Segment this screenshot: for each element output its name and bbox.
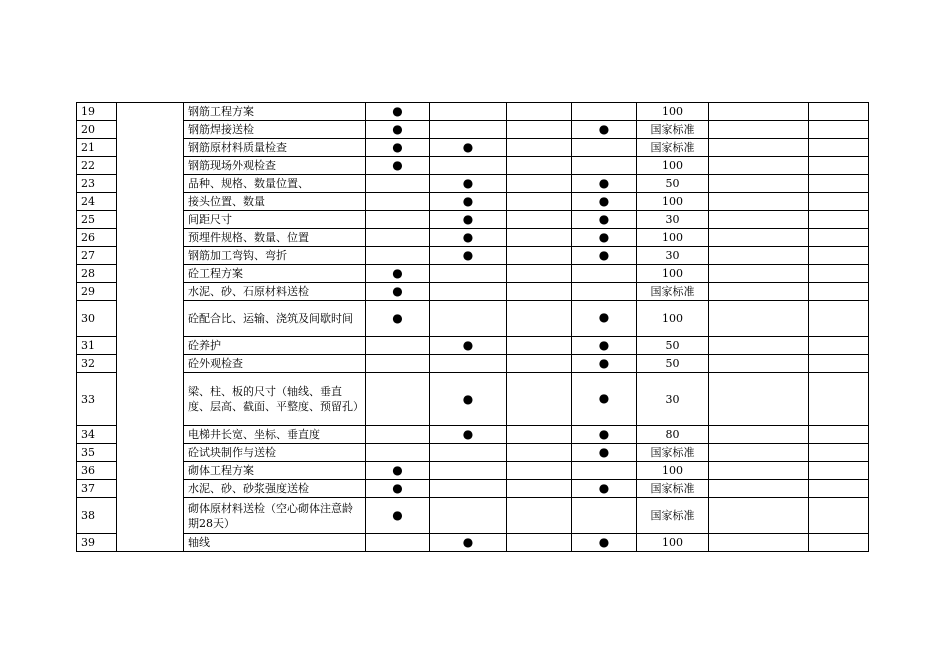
empty-cell xyxy=(709,211,809,229)
inspection-item: 接头位置、数量 xyxy=(184,193,366,211)
check-cell-c1 xyxy=(366,444,430,462)
standard-value: 国家标准 xyxy=(637,283,709,301)
check-cell-c1 xyxy=(366,247,430,265)
empty-cell xyxy=(709,157,809,175)
table-row xyxy=(77,265,869,283)
empty-cell xyxy=(709,301,809,337)
table-row xyxy=(77,426,869,444)
table-row xyxy=(77,211,869,229)
check-cell-c1 xyxy=(366,193,430,211)
check-cell-c3 xyxy=(507,139,572,157)
standard-value: 国家标准 xyxy=(637,139,709,157)
row-number: 24 xyxy=(77,193,117,211)
standard-value: 国家标准 xyxy=(637,121,709,139)
check-cell-c4 xyxy=(572,103,637,121)
row-number: 25 xyxy=(77,211,117,229)
inspection-item: 砼工程方案 xyxy=(184,265,366,283)
table-row xyxy=(77,534,869,552)
standard-value: 50 xyxy=(637,175,709,193)
bullet-mark: ● xyxy=(392,508,403,522)
inspection-item: 轴线 xyxy=(184,534,366,552)
check-cell-c1 xyxy=(366,462,430,480)
check-cell-c2 xyxy=(430,426,507,444)
empty-cell xyxy=(709,265,809,283)
standard-value: 30 xyxy=(637,373,709,426)
check-cell-c3 xyxy=(507,444,572,462)
standard-value: 100 xyxy=(637,462,709,480)
table-row xyxy=(77,480,869,498)
check-cell-c1 xyxy=(366,480,430,498)
check-cell-c2 xyxy=(430,121,507,139)
empty-cell xyxy=(709,139,809,157)
standard-value: 30 xyxy=(637,211,709,229)
bullet-mark: ● xyxy=(462,535,474,549)
check-cell-c2 xyxy=(430,462,507,480)
check-cell-c4 xyxy=(572,157,637,175)
check-cell-c4 xyxy=(572,534,637,552)
check-cell-c1 xyxy=(366,175,430,193)
inspection-item: 砼配合比、运输、浇筑及间歇时间 xyxy=(184,301,366,337)
empty-cell xyxy=(709,534,809,552)
bullet-mark: ● xyxy=(392,104,403,118)
bullet-mark: ● xyxy=(598,230,610,244)
check-cell-c1 xyxy=(366,373,430,426)
row-number: 21 xyxy=(77,139,117,157)
bullet-mark: ● xyxy=(392,122,403,136)
empty-cell xyxy=(709,121,809,139)
check-cell-c1 xyxy=(366,337,430,355)
empty-cell xyxy=(809,157,869,175)
check-cell-c3 xyxy=(507,121,572,139)
row-number: 38 xyxy=(77,498,117,534)
check-cell-c3 xyxy=(507,534,572,552)
bullet-mark: ● xyxy=(392,481,403,495)
bullet-mark: ● xyxy=(392,266,403,280)
standard-value: 国家标准 xyxy=(637,480,709,498)
inspection-table xyxy=(76,102,869,552)
check-cell-c4 xyxy=(572,139,637,157)
row-number: 22 xyxy=(77,157,117,175)
bullet-mark: ● xyxy=(462,391,474,406)
check-cell-c4 xyxy=(572,247,637,265)
check-cell-c2 xyxy=(430,498,507,534)
check-cell-c1 xyxy=(366,157,430,175)
check-cell-c4 xyxy=(572,426,637,444)
empty-cell xyxy=(809,444,869,462)
table-row xyxy=(77,373,869,426)
bullet-mark: ● xyxy=(392,158,403,172)
empty-cell xyxy=(709,444,809,462)
inspection-item: 间距尺寸 xyxy=(184,211,366,229)
standard-value: 80 xyxy=(637,426,709,444)
check-cell-c2 xyxy=(430,265,507,283)
standard-value: 100 xyxy=(637,157,709,175)
bullet-mark: ● xyxy=(598,427,610,441)
check-cell-c4 xyxy=(572,283,637,301)
check-cell-c4 xyxy=(572,175,637,193)
empty-cell xyxy=(809,355,869,373)
empty-cell xyxy=(709,426,809,444)
check-cell-c3 xyxy=(507,480,572,498)
table-row xyxy=(77,444,869,462)
check-cell-c3 xyxy=(507,265,572,283)
table-row xyxy=(77,247,869,265)
empty-cell xyxy=(709,103,809,121)
row-number: 31 xyxy=(77,337,117,355)
bullet-mark: ● xyxy=(392,463,403,477)
inspection-item: 钢筋现场外观检查 xyxy=(184,157,366,175)
inspection-item: 钢筋原材料质量检查 xyxy=(184,139,366,157)
table-row xyxy=(77,355,869,373)
check-cell-c2 xyxy=(430,534,507,552)
bullet-mark: ● xyxy=(598,122,610,136)
check-cell-c1 xyxy=(366,265,430,283)
check-cell-c2 xyxy=(430,301,507,337)
table-row xyxy=(77,175,869,193)
bullet-mark: ● xyxy=(598,356,610,370)
empty-cell xyxy=(809,534,869,552)
empty-cell xyxy=(809,175,869,193)
check-cell-c3 xyxy=(507,337,572,355)
check-cell-c4 xyxy=(572,265,637,283)
bullet-mark: ● xyxy=(598,310,610,324)
empty-cell xyxy=(709,337,809,355)
empty-cell xyxy=(809,103,869,121)
empty-cell xyxy=(809,301,869,337)
bullet-mark: ● xyxy=(462,427,474,441)
check-cell-c1 xyxy=(366,283,430,301)
row-number: 36 xyxy=(77,462,117,480)
standard-value: 100 xyxy=(637,193,709,211)
check-cell-c4 xyxy=(572,121,637,139)
table-row xyxy=(77,229,869,247)
check-cell-c4 xyxy=(572,355,637,373)
check-cell-c2 xyxy=(430,103,507,121)
check-cell-c2 xyxy=(430,283,507,301)
bullet-mark: ● xyxy=(598,338,610,352)
standard-value: 100 xyxy=(637,301,709,337)
table-row xyxy=(77,462,869,480)
empty-cell xyxy=(709,498,809,534)
check-cell-c3 xyxy=(507,157,572,175)
check-cell-c1 xyxy=(366,211,430,229)
table-row xyxy=(77,139,869,157)
check-cell-c1 xyxy=(366,139,430,157)
check-cell-c1 xyxy=(366,498,430,534)
empty-cell xyxy=(809,480,869,498)
check-cell-c2 xyxy=(430,480,507,498)
row-number: 35 xyxy=(77,444,117,462)
standard-value: 100 xyxy=(637,229,709,247)
row-number: 29 xyxy=(77,283,117,301)
bullet-mark: ● xyxy=(598,481,610,495)
check-cell-c2 xyxy=(430,373,507,426)
bullet-mark: ● xyxy=(462,338,474,352)
check-cell-c3 xyxy=(507,211,572,229)
check-cell-c1 xyxy=(366,301,430,337)
empty-cell xyxy=(709,247,809,265)
row-number: 27 xyxy=(77,247,117,265)
check-cell-c3 xyxy=(507,193,572,211)
standard-value: 50 xyxy=(637,337,709,355)
inspection-item: 水泥、砂、砂浆强度送检 xyxy=(184,480,366,498)
empty-cell xyxy=(809,373,869,426)
check-cell-c4 xyxy=(572,462,637,480)
check-cell-c1 xyxy=(366,534,430,552)
empty-cell xyxy=(809,498,869,534)
inspection-item: 钢筋工程方案 xyxy=(184,103,366,121)
empty-cell xyxy=(709,229,809,247)
check-cell-c4 xyxy=(572,480,637,498)
empty-cell xyxy=(709,175,809,193)
empty-cell xyxy=(709,462,809,480)
inspection-item: 预埋件规格、数量、位置 xyxy=(184,229,366,247)
table-row xyxy=(77,193,869,211)
bullet-mark: ● xyxy=(598,445,610,459)
empty-cell xyxy=(809,193,869,211)
check-cell-c2 xyxy=(430,211,507,229)
standard-value: 100 xyxy=(637,534,709,552)
bullet-mark: ● xyxy=(598,212,610,226)
empty-cell xyxy=(709,373,809,426)
row-number: 20 xyxy=(77,121,117,139)
empty-cell xyxy=(709,355,809,373)
inspection-item: 梁、柱、板的尺寸（轴线、垂直度、层高、截面、平整度、预留孔） xyxy=(184,373,366,426)
bullet-mark: ● xyxy=(598,176,610,190)
check-cell-c4 xyxy=(572,444,637,462)
check-cell-c2 xyxy=(430,229,507,247)
check-cell-c4 xyxy=(572,373,637,426)
check-cell-c2 xyxy=(430,175,507,193)
check-cell-c3 xyxy=(507,462,572,480)
check-cell-c2 xyxy=(430,157,507,175)
empty-cell xyxy=(809,121,869,139)
bullet-mark: ● xyxy=(392,284,403,298)
standard-value: 100 xyxy=(637,103,709,121)
check-cell-c4 xyxy=(572,498,637,534)
empty-cell xyxy=(809,426,869,444)
standard-value: 50 xyxy=(637,355,709,373)
empty-cell xyxy=(809,139,869,157)
check-cell-c2 xyxy=(430,355,507,373)
row-number: 19 xyxy=(77,103,117,121)
table-row xyxy=(77,121,869,139)
inspection-item: 钢筋焊接送检 xyxy=(184,121,366,139)
check-cell-c1 xyxy=(366,103,430,121)
table-row xyxy=(77,157,869,175)
row-number: 33 xyxy=(77,373,117,426)
check-cell-c1 xyxy=(366,426,430,444)
row-number: 32 xyxy=(77,355,117,373)
row-number: 37 xyxy=(77,480,117,498)
inspection-item: 钢筋加工弯钩、弯折 xyxy=(184,247,366,265)
empty-cell xyxy=(809,247,869,265)
check-cell-c3 xyxy=(507,103,572,121)
check-cell-c1 xyxy=(366,229,430,247)
bullet-mark: ● xyxy=(462,230,474,244)
table-row xyxy=(77,337,869,355)
check-cell-c2 xyxy=(430,139,507,157)
empty-cell xyxy=(809,337,869,355)
empty-cell xyxy=(809,283,869,301)
bullet-mark: ● xyxy=(462,176,474,190)
check-cell-c3 xyxy=(507,283,572,301)
check-cell-c3 xyxy=(507,426,572,444)
bullet-mark: ● xyxy=(598,248,610,262)
bullet-mark: ● xyxy=(598,390,610,405)
empty-cell xyxy=(709,193,809,211)
inspection-item: 砼试块制作与送检 xyxy=(184,444,366,462)
table-row xyxy=(77,301,869,337)
check-cell-c4 xyxy=(572,337,637,355)
check-cell-c1 xyxy=(366,121,430,139)
row-number: 26 xyxy=(77,229,117,247)
bullet-mark: ● xyxy=(462,212,474,226)
standard-value: 国家标准 xyxy=(637,498,709,534)
table-body xyxy=(77,103,869,552)
check-cell-c2 xyxy=(430,247,507,265)
check-cell-c2 xyxy=(430,444,507,462)
empty-cell xyxy=(809,265,869,283)
check-cell-c3 xyxy=(507,355,572,373)
check-cell-c2 xyxy=(430,337,507,355)
standard-value: 国家标准 xyxy=(637,444,709,462)
row-number: 30 xyxy=(77,301,117,337)
check-cell-c3 xyxy=(507,373,572,426)
check-cell-c4 xyxy=(572,301,637,337)
check-cell-c3 xyxy=(507,229,572,247)
bullet-mark: ● xyxy=(392,311,403,325)
check-cell-c4 xyxy=(572,193,637,211)
empty-cell xyxy=(709,480,809,498)
check-cell-c3 xyxy=(507,498,572,534)
inspection-item: 电梯井长宽、坐标、垂直度 xyxy=(184,426,366,444)
row-number: 39 xyxy=(77,534,117,552)
inspection-item: 砌体工程方案 xyxy=(184,462,366,480)
empty-cell xyxy=(809,211,869,229)
table-row xyxy=(77,103,869,121)
bullet-mark: ● xyxy=(462,140,474,154)
check-cell-c4 xyxy=(572,211,637,229)
bullet-mark: ● xyxy=(462,248,474,262)
standard-value: 30 xyxy=(637,247,709,265)
inspection-item: 砌体原材料送检（空心砌体注意龄期28天） xyxy=(184,498,366,534)
table-row xyxy=(77,498,869,534)
standard-value: 100 xyxy=(637,265,709,283)
inspection-item: 品种、规格、数量位置、 xyxy=(184,175,366,193)
row-number: 34 xyxy=(77,426,117,444)
inspection-item: 水泥、砂、石原材料送检 xyxy=(184,283,366,301)
bullet-mark: ● xyxy=(598,194,610,208)
inspection-item: 砼外观检查 xyxy=(184,355,366,373)
row-number: 23 xyxy=(77,175,117,193)
bullet-mark: ● xyxy=(462,194,474,208)
category-cell xyxy=(117,103,184,552)
empty-cell xyxy=(809,462,869,480)
inspection-item: 砼养护 xyxy=(184,337,366,355)
bullet-mark: ● xyxy=(392,140,403,154)
check-cell-c3 xyxy=(507,247,572,265)
check-cell-c2 xyxy=(430,193,507,211)
table-row xyxy=(77,283,869,301)
empty-cell xyxy=(809,229,869,247)
bullet-mark: ● xyxy=(598,535,610,549)
check-cell-c1 xyxy=(366,355,430,373)
check-cell-c3 xyxy=(507,301,572,337)
row-number: 28 xyxy=(77,265,117,283)
empty-cell xyxy=(709,283,809,301)
check-cell-c3 xyxy=(507,175,572,193)
check-cell-c4 xyxy=(572,229,637,247)
